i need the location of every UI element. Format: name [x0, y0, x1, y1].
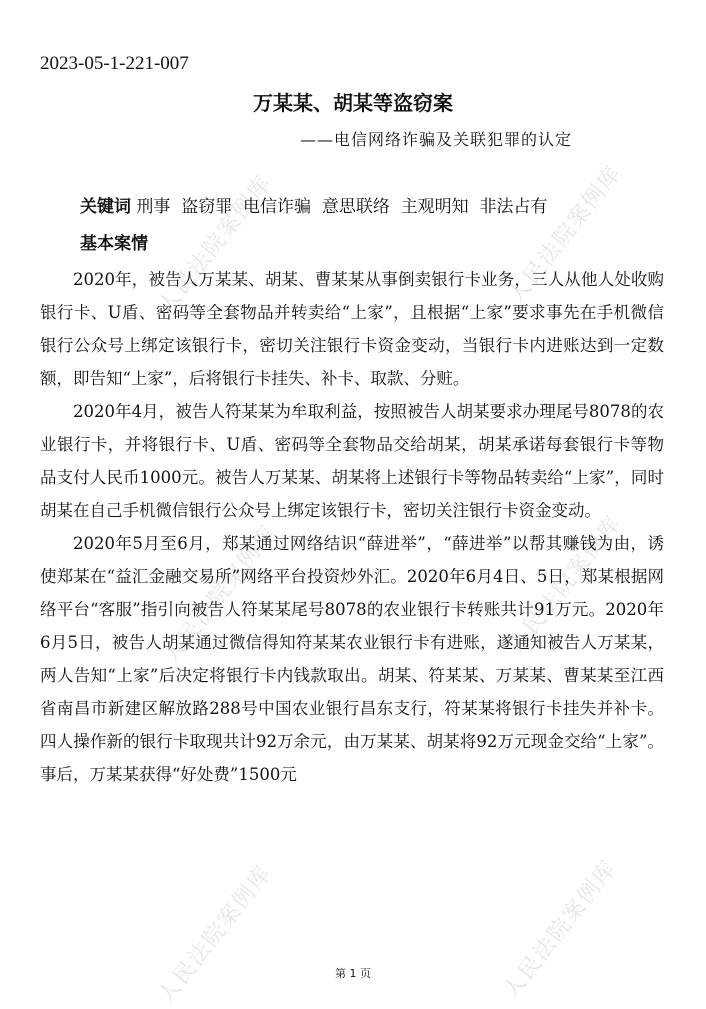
- page-title: 万某某、胡某等盗窃案: [253, 91, 453, 115]
- watermark: 人民法院案例库: [503, 510, 628, 659]
- paragraph: 2020年，被告人万某某、胡某、曹某某从事倒卖银行卡业务，三人从他人处收购银行卡、U盾、密码等全套物品并转卖给“上家”，且根据“上家”要求事先在手机微信银行公众号上绑定该银行卡，密切关注银行卡资金变动，当银行卡内进账达到一定数额，即告知“上家”，后将银行卡挂失、补卡、取款、分赃。: [40, 270, 664, 388]
- paragraph: 2020年4月，被告人符某某为牟取利益，按照被告人胡某要求办理尾号8078的农业银行卡，并将银行卡、U盾、密码等全套物品交给胡某，胡某承诺每套银行卡等物品支付人民币1000元。被告人万某某、胡某将上述银行卡等物品转卖给“上家”，同时胡某在自己手机微信银行公众号上绑定该银行卡，密切关注银行卡资金变动。: [40, 402, 664, 520]
- watermark: 人民法院案例库: [153, 860, 278, 1009]
- section-heading: 基本案情: [80, 234, 148, 254]
- case-body: [40, 263, 664, 791]
- keywords-values: 刑事 盗窃罪 电信诈骗 意思联络 主观明知 非法占有: [136, 197, 548, 217]
- watermark: 人民法院案例库: [498, 855, 623, 1004]
- page-subtitle: ——电信网络诈骗及关联犯罪的认定: [300, 130, 573, 149]
- watermark: 人民法院案例库: [153, 170, 278, 319]
- keywords-line: [80, 192, 547, 217]
- case-number: 2023-05-1-221-007: [40, 53, 189, 74]
- keywords-label: 关键词: [80, 197, 131, 217]
- watermark: 人民法院案例库: [503, 160, 628, 309]
- paragraph: 2020年5月至6月，郑某通过网络结识“薛进举”，“薛进举”以帮其赚钱为由，诱使郑某在“益汇金融交易所”网络平台投资炒外汇。2020年6月4日、5日，郑某根据网络平台“客服”指引向被告人符某某尾号8078的农业银行卡转账共计91万元。2020年6月5日，被告人胡某通过微信得知符某某农业银行卡有进账，遂通知被告人万某某，两人告知“上家”后决定将银行卡内钱款取出。胡某、符某某、万某某、曹某某至江西省南昌市新建区解放路288号中国农业银行昌东支行，符某某将银行卡挂失并补卡。四人操作新的银行卡取现共计92万余元，由万某某、胡某将92万元现金交给“上家”。事后，万某某获得“好处费”1500元: [40, 534, 664, 784]
- watermark: 人民法院案例库: [158, 520, 283, 669]
- page-footer: 第 1 页: [335, 967, 371, 980]
